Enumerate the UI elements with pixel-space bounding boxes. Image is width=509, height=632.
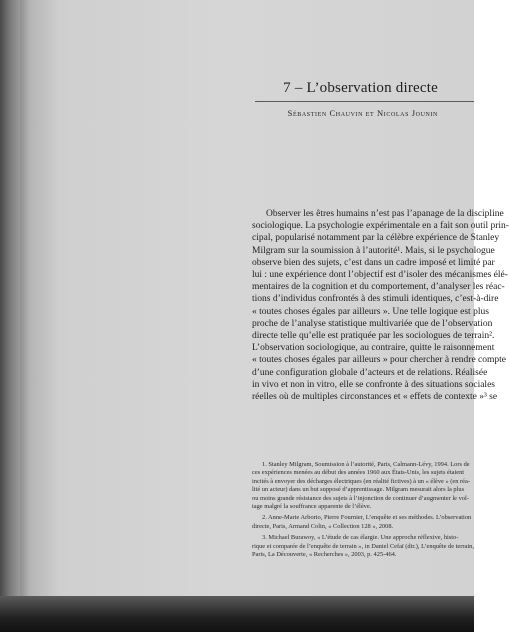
footnote-line: incités à envoyer des décharges électriques (en réalité fictives) à un « élève » (en réa- — [252, 477, 470, 485]
body-line: cipal, popularisé notamment par la célèbre expérience de Stanley — [252, 233, 500, 244]
footnote-line: 2. Anne-Marie Arborio, Pierre Fournier, L’enquête et ses méthodes. L’observation — [262, 514, 472, 522]
body-line: in vivo et non in vitro, elle se confronte à des situations sociales — [252, 379, 495, 390]
footnote-3 — [252, 534, 474, 559]
body-line: réelles où de multiples circonstances et « effets de contexte »³ se — [252, 392, 498, 403]
footnote-line: rique et comparée de l’enquête de terrain », in Daniel Cefaï (dir.), L’enquête de terrain, — [252, 542, 474, 550]
footnote-2 — [252, 514, 472, 531]
scan-bottom-edge — [0, 596, 474, 632]
body-line: tions d’individus confrontés à des stimuli identiques, c’est-à-dire — [252, 294, 499, 305]
body-line: observe bien des sujets, c’est dans un cadre imposé et limité par — [252, 257, 495, 268]
book-page — [20, 0, 509, 596]
body-line: sociologique. La psychologie expérimentale en a fait son outil prin- — [252, 221, 509, 232]
footnote-line: directe, Paris, Armand Colin, « Collection 128 », 2008. — [252, 522, 394, 530]
footnote-1 — [252, 461, 470, 511]
footnote-line: Paris, La Découverte, « Recherches », 2003, p. 425-464. — [252, 551, 397, 559]
chapter-title: 7 – L’observation directe — [283, 80, 438, 96]
body-line: « toutes choses égales par ailleurs ». Une telle logique est plus — [252, 306, 489, 317]
body-line: proche de l’analyse statistique multivariée que de l’observation — [252, 318, 493, 329]
body-line: L’observation sociologique, au contraire, quitte le raisonnement — [252, 343, 495, 354]
body-line: mentaires de la cognition et du comportement, d’analyser les réac- — [252, 282, 505, 293]
footnote-line: 1. Stanley Milgram, Soumission à l’autorité, Paris, Calmann-Lévy, 1994. Lors de — [262, 461, 470, 468]
footnote-line: lité un acteur) dans un but supposé d’apprentissage. Milgram mesurait alors la plus — [252, 486, 465, 494]
footnote-line: tage malgré la souffrance apparente de l’élève. — [252, 503, 372, 511]
scan-left-edge — [0, 0, 20, 632]
body-line: d’une configuration globale d’acteurs et de relations. Réalisée — [252, 367, 488, 378]
footnote-line: ces expériences menées au début des années 1960 aux États-Unis, les sujets étaient — [252, 469, 465, 477]
body-line: lui : une expérience dont l’objectif est d’isoler des mécanismes élé- — [252, 270, 508, 281]
chapter-authors: Sébastien Chauvin et Nicolas Jounin — [287, 108, 438, 118]
body-line: Milgram sur la soumission à l’autorité¹. Mais, si le psychologue — [252, 245, 495, 256]
body-line: Observer les êtres humains n’est pas l’apanage de la discipline — [266, 209, 504, 219]
title-rule — [255, 101, 474, 102]
footnote-line: 3. Michael Burawoy, « L’étude de cas élargie. Une approche réflexive, histo- — [262, 534, 459, 542]
body-line: directe telle qu’elle est pratiquée par les sociologues de terrain². — [252, 331, 495, 342]
footnote-line: ou moins grande résistance des sujets à l’injonction de continuer d’augmenter le vol- — [252, 494, 469, 502]
body-line: « toutes choses égales par ailleurs » pour chercher à rendre compte — [252, 355, 507, 366]
body-paragraph — [252, 208, 509, 403]
footnotes — [252, 461, 474, 562]
